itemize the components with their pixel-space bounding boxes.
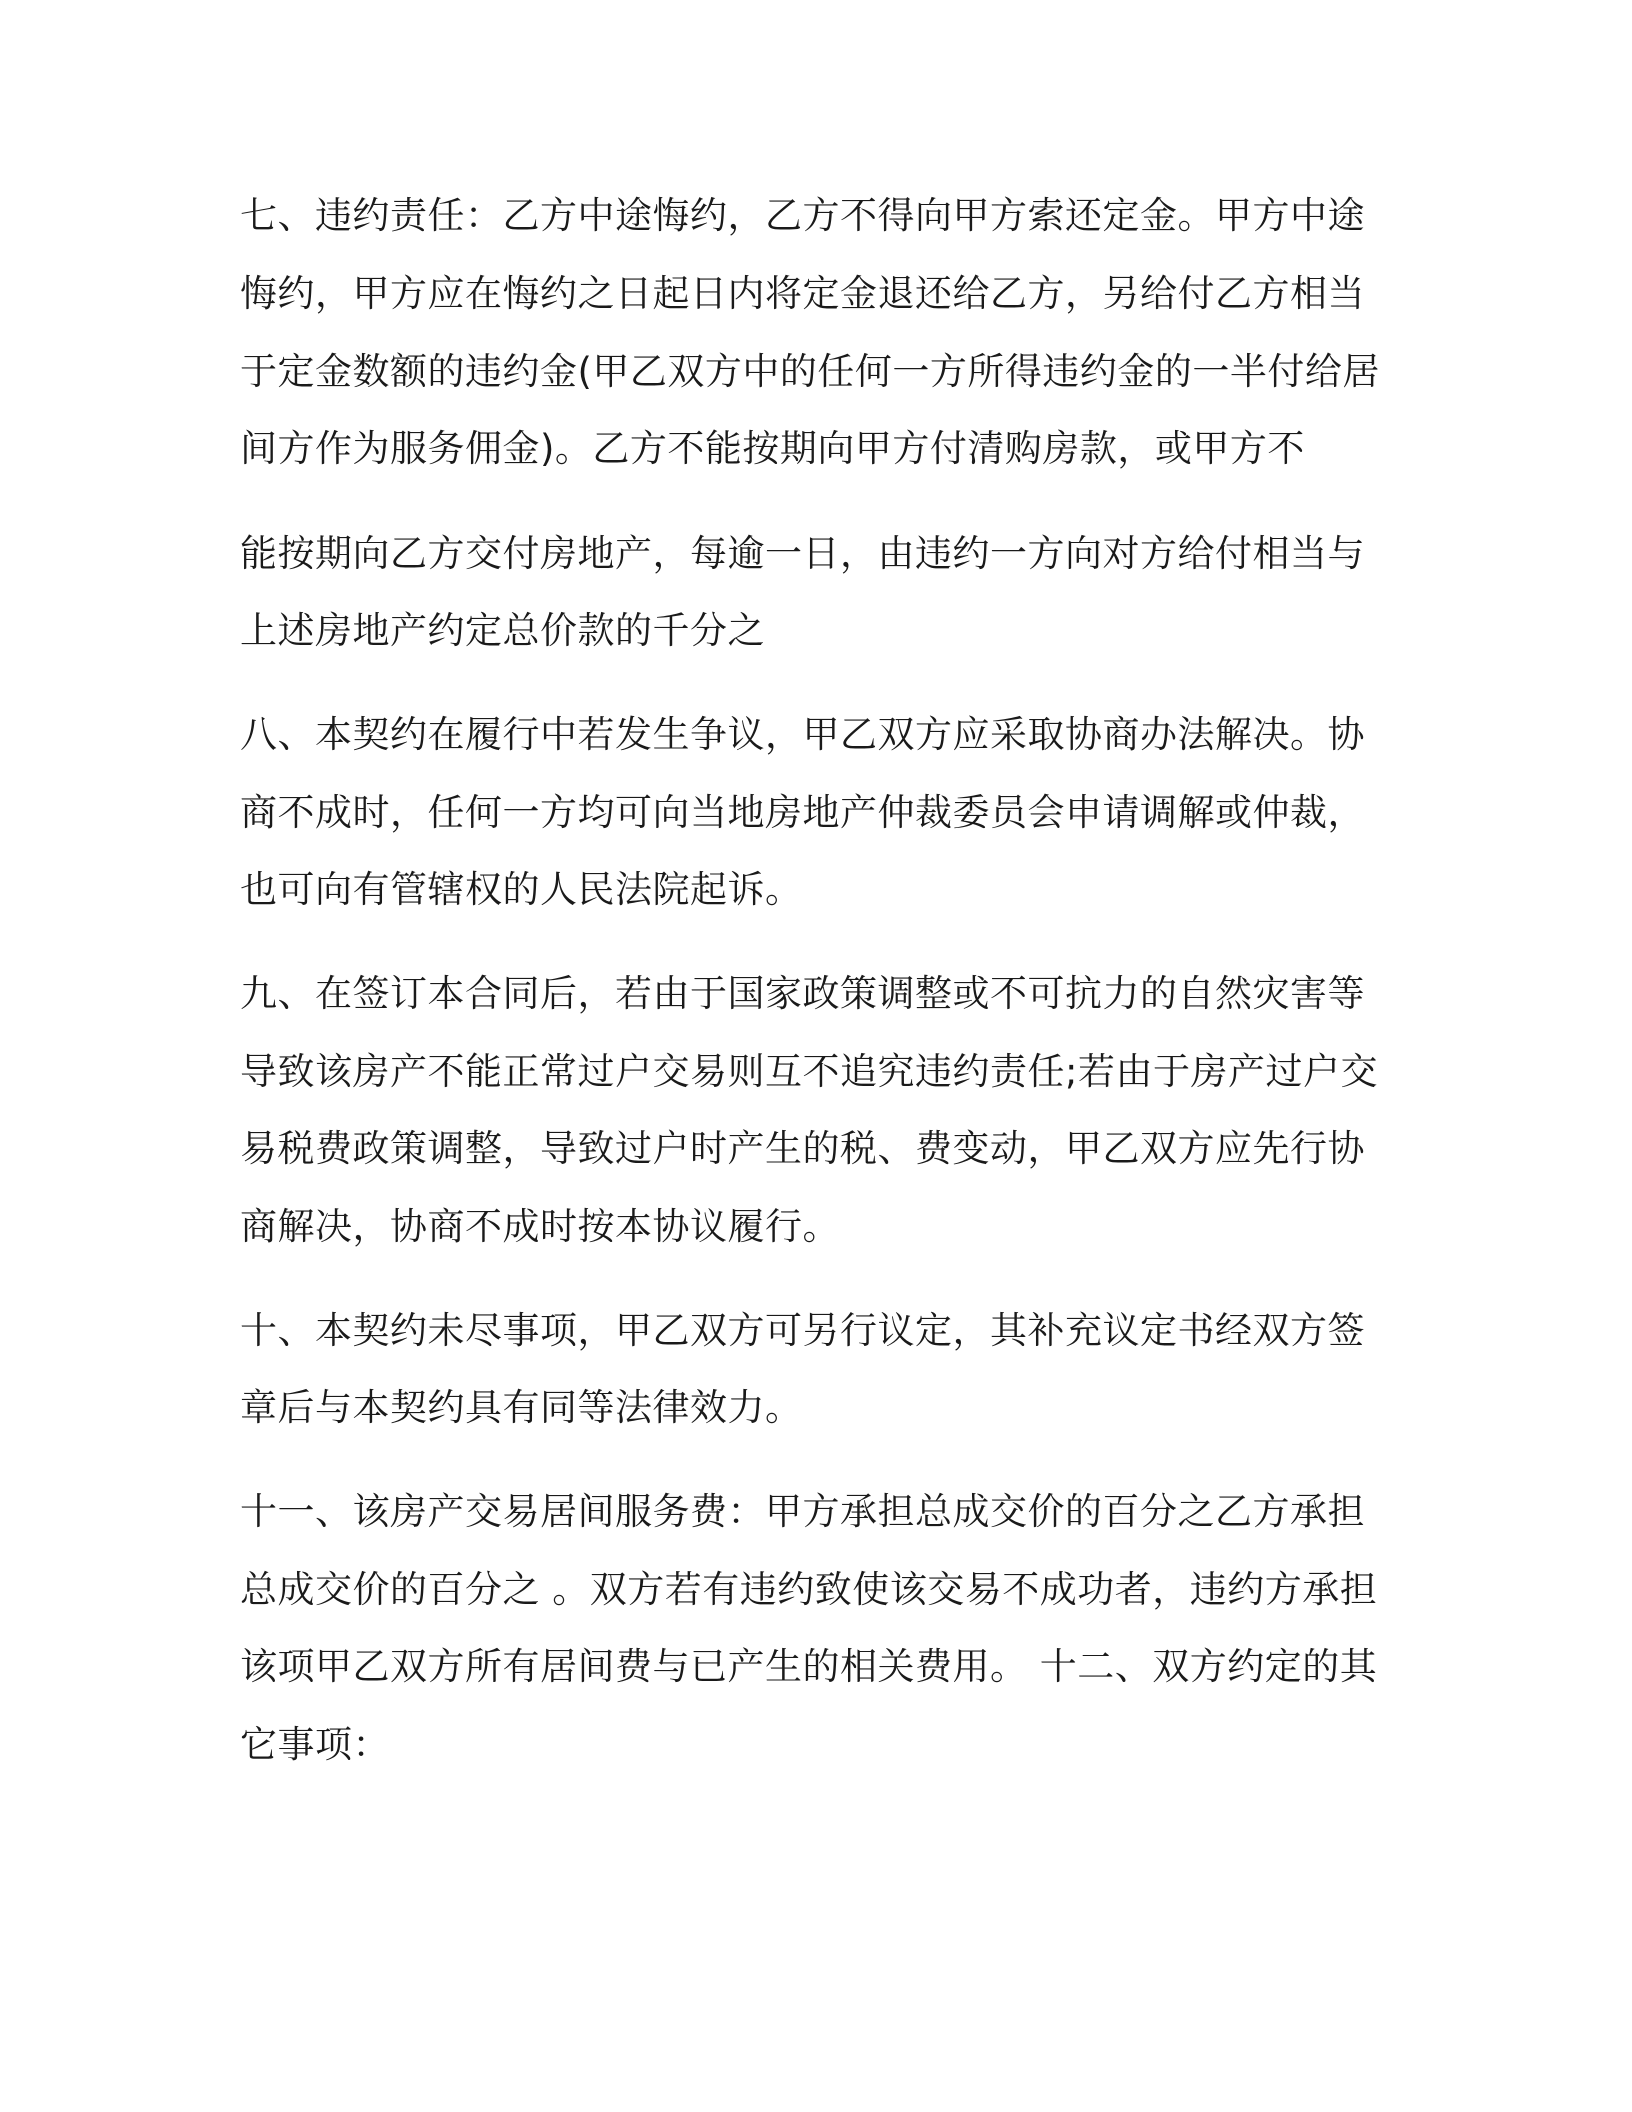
- text-line: 商不成时，任何一方均可向当地房地产仲裁委员会申请调解或仲裁，: [240, 791, 1365, 834]
- text-line: 也可向有管辖权的人民法院起诉。: [240, 868, 803, 911]
- text-line: 十一、该房产交易居间服务费：甲方承担总成交价的百分之乙方承担: [240, 1490, 1365, 1533]
- text-line: 导致该房产不能正常过户交易则互不追究违约责任;若由于房产过户交: [240, 1050, 1378, 1093]
- text-line: 能按期向乙方交付房地产，每逾一日，由违约一方向对方给付相当与: [240, 532, 1365, 575]
- text-line: 七、违约责任：乙方中途悔约，乙方不得向甲方索还定金。甲方中途: [240, 194, 1365, 237]
- text-line: 九、在签订本合同后，若由于国家政策调整或不可抗力的自然灾害等: [240, 972, 1365, 1015]
- text-line: 十、本契约未尽事项，甲乙双方可另行议定，其补充议定书经双方签: [240, 1309, 1365, 1352]
- text-line: 它事项：: [240, 1723, 390, 1766]
- text-line: 上述房地产约定总价款的千分之: [240, 609, 765, 652]
- text-line: 该项甲乙双方所有居间费与已产生的相关费用。 十二、双方约定的其: [240, 1645, 1378, 1688]
- text-line: 间方作为服务佣金)。乙方不能按期向甲方付清购房款，或甲方不: [240, 427, 1305, 470]
- text-line: 易税费政策调整，导致过户时产生的税、费变动，甲乙双方应先行协: [240, 1127, 1365, 1170]
- text-line: 章后与本契约具有同等法律效力。: [240, 1386, 803, 1429]
- text-line: 商解决，协商不成时按本协议履行。: [240, 1205, 840, 1248]
- text-line: 于定金数额的违约金(甲乙双方中的任何一方所得违约金的一半付给居: [240, 350, 1380, 393]
- text-line: 八、本契约在履行中若发生争议，甲乙双方应采取协商办法解决。协: [240, 713, 1365, 756]
- text-line: 总成交价的百分之 。双方若有违约致使该交易不成功者，违约方承担: [240, 1568, 1378, 1611]
- text-line: 悔约，甲方应在悔约之日起日内将定金退还给乙方，另给付乙方相当: [240, 272, 1365, 315]
